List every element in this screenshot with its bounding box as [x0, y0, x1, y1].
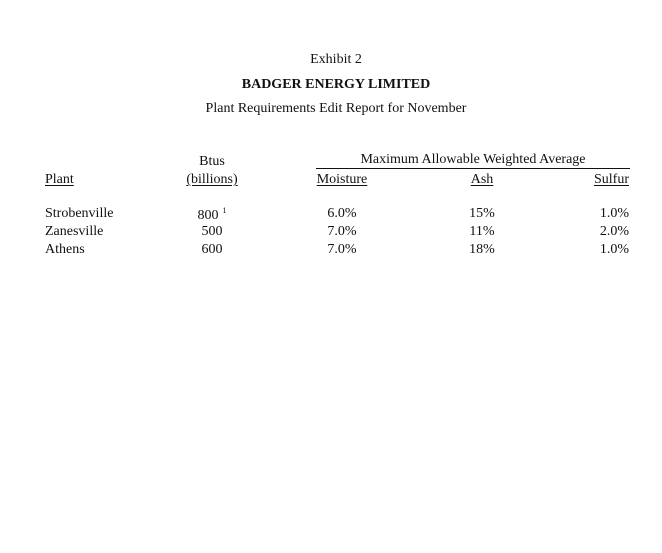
btus-value: 800: [197, 208, 219, 223]
moisture-cell: 6.0%: [327, 206, 357, 221]
moisture-cell: 7.0%: [327, 242, 357, 257]
column-header-ash: Ash: [470, 172, 494, 187]
company-name: BADGER ENERGY LIMITED: [241, 77, 431, 92]
ash-cell: 15%: [469, 206, 495, 221]
footnote-marker: 1: [222, 206, 227, 215]
plant-cell: Athens: [45, 242, 85, 257]
ash-cell: 18%: [469, 242, 495, 257]
moisture-cell: 7.0%: [327, 224, 357, 239]
ash-cell: 11%: [469, 224, 495, 239]
report-title: Plant Requirements Edit Report for November: [205, 101, 467, 116]
sulfur-cell: 1.0%: [599, 242, 629, 257]
sulfur-cell: 1.0%: [599, 206, 629, 221]
column-header-moisture: Moisture: [316, 172, 368, 187]
sulfur-cell: 2.0%: [599, 224, 629, 239]
btus-cell: 500: [201, 224, 223, 239]
btus-cell: [198, 207, 227, 223]
column-header-btus: Btus: [199, 154, 225, 169]
group-header-weighted-average: Maximum Allowable Weighted Average: [316, 153, 630, 169]
btus-cell: 600: [201, 242, 223, 257]
column-header-btus-unit: (billions): [186, 172, 238, 187]
plant-cell: Strobenville: [45, 206, 114, 221]
column-header-sulfur: Sulfur: [594, 172, 629, 187]
exhibit-label: Exhibit 2: [310, 52, 362, 67]
plant-cell: Zanesville: [45, 224, 104, 239]
column-header-plant: Plant: [45, 172, 74, 187]
